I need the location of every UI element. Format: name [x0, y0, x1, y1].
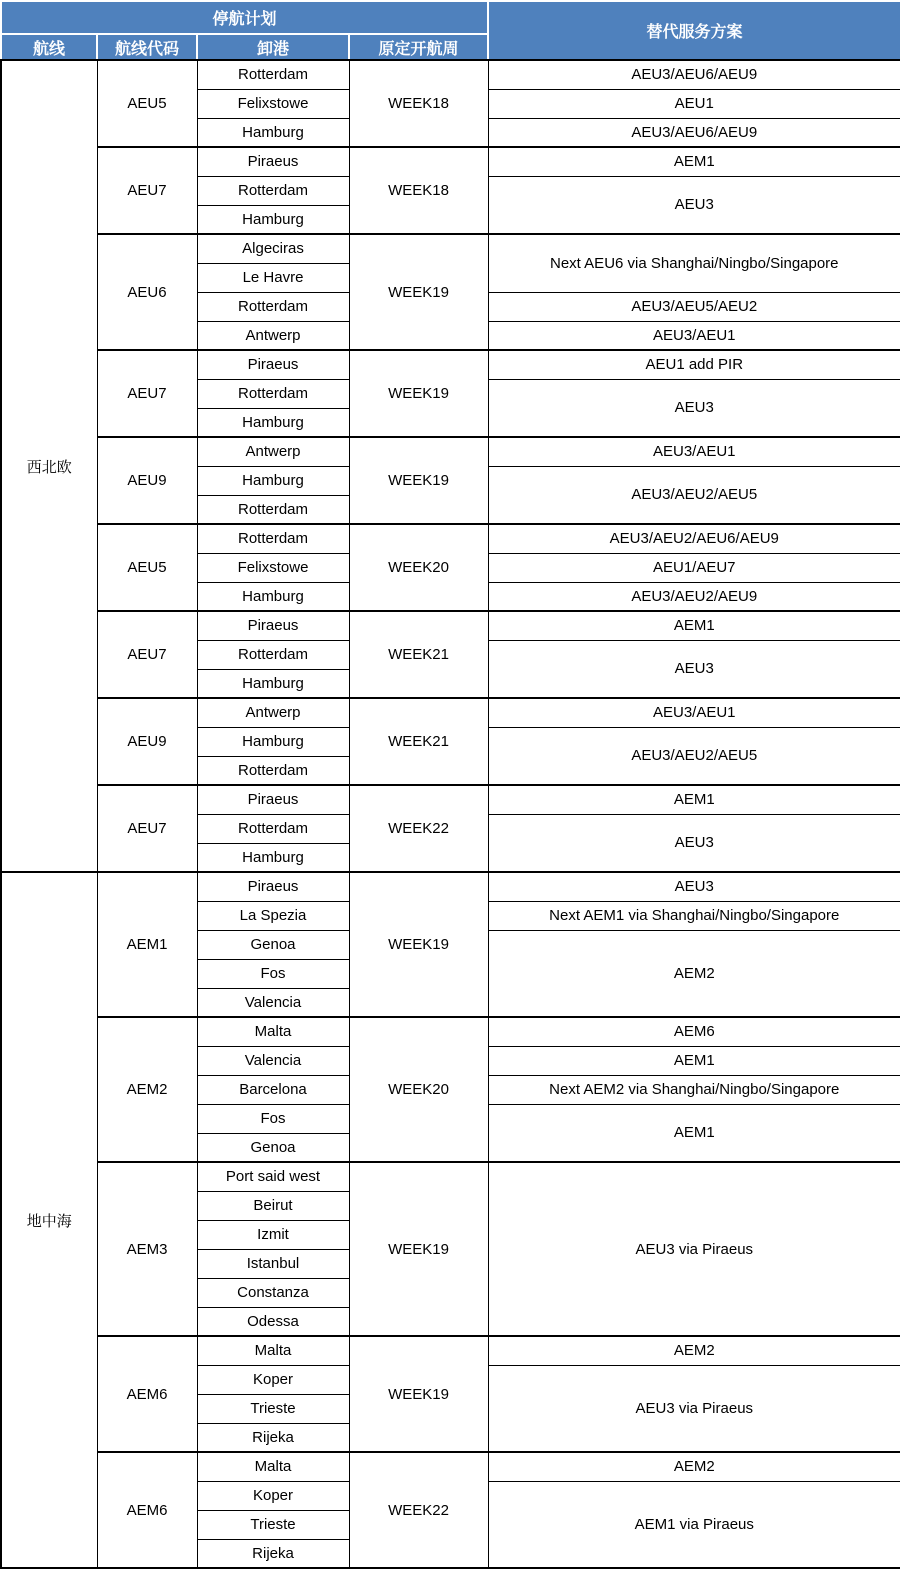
week-cell: WEEK21 — [349, 698, 488, 785]
alt-cell: AEM1 via Piraeus — [488, 1481, 900, 1568]
alt-cell: AEU1 — [488, 89, 900, 118]
code-cell: AEU5 — [97, 60, 197, 147]
week-cell: WEEK19 — [349, 1336, 488, 1452]
port-cell: Piraeus — [197, 785, 349, 814]
alt-cell: AEU3 — [488, 814, 900, 872]
port-cell: Rotterdam — [197, 756, 349, 785]
port-cell: Rijeka — [197, 1423, 349, 1452]
code-cell: AEM3 — [97, 1162, 197, 1336]
alt-cell: Next AEM2 via Shanghai/Ningbo/Singapore — [488, 1075, 900, 1104]
table-row — [1, 147, 900, 176]
table-row — [1, 785, 900, 814]
code-cell: AEM6 — [97, 1336, 197, 1452]
week-cell: WEEK20 — [349, 1017, 488, 1162]
table-row — [1, 1017, 900, 1046]
alt-cell: AEM1 — [488, 785, 900, 814]
table-row — [1, 611, 900, 640]
table-row — [1, 60, 900, 89]
alt-cell: AEU3 — [488, 872, 900, 901]
region-cell: 地中海 — [1, 872, 97, 1568]
code-cell: AEU9 — [97, 698, 197, 785]
week-cell: WEEK19 — [349, 437, 488, 524]
port-cell: Piraeus — [197, 872, 349, 901]
port-cell: Beirut — [197, 1191, 349, 1220]
table-row — [1, 1336, 900, 1365]
alt-cell: AEU3/AEU6/AEU9 — [488, 60, 900, 89]
week-cell: WEEK19 — [349, 1162, 488, 1336]
port-cell: Rijeka — [197, 1539, 349, 1568]
table-row — [1, 1162, 900, 1191]
alt-cell: AEU3 via Piraeus — [488, 1365, 900, 1452]
alt-cell: AEU3/AEU2/AEU5 — [488, 727, 900, 785]
code-cell: AEM6 — [97, 1452, 197, 1568]
port-cell: Valencia — [197, 1046, 349, 1075]
week-cell: WEEK19 — [349, 350, 488, 437]
port-cell: Fos — [197, 959, 349, 988]
port-cell: Fos — [197, 1104, 349, 1133]
alt-cell: Next AEM1 via Shanghai/Ningbo/Singapore — [488, 901, 900, 930]
port-cell: Rotterdam — [197, 379, 349, 408]
alt-cell: AEU3 — [488, 176, 900, 234]
region-cell: 西北欧 — [1, 60, 97, 872]
alt-cell: AEM6 — [488, 1017, 900, 1046]
port-cell: Algeciras — [197, 234, 349, 263]
alt-cell: AEU3/AEU1 — [488, 437, 900, 466]
table-row — [1, 350, 900, 379]
alt-cell: AEM1 — [488, 1104, 900, 1162]
port-cell: Hamburg — [197, 205, 349, 234]
alt-cell: AEM1 — [488, 147, 900, 176]
alt-cell: AEM2 — [488, 930, 900, 1017]
port-cell: Antwerp — [197, 698, 349, 727]
code-cell: AEU7 — [97, 785, 197, 872]
port-cell: Felixstowe — [197, 89, 349, 118]
port-cell: Rotterdam — [197, 176, 349, 205]
week-cell: WEEK19 — [349, 872, 488, 1017]
port-cell: Port said west — [197, 1162, 349, 1191]
code-cell: AEU7 — [97, 350, 197, 437]
header-discharge-port: 卸港 — [197, 34, 349, 60]
week-cell: WEEK21 — [349, 611, 488, 698]
port-cell: Hamburg — [197, 408, 349, 437]
port-cell: Hamburg — [197, 727, 349, 756]
alt-cell: AEM2 — [488, 1452, 900, 1481]
port-cell: Le Havre — [197, 263, 349, 292]
port-cell: Trieste — [197, 1394, 349, 1423]
alt-cell: AEU3 — [488, 379, 900, 437]
port-cell: Izmit — [197, 1220, 349, 1249]
port-cell: Valencia — [197, 988, 349, 1017]
table-row — [1, 698, 900, 727]
port-cell: Trieste — [197, 1510, 349, 1539]
alt-cell: AEU1/AEU7 — [488, 553, 900, 582]
port-cell: Piraeus — [197, 350, 349, 379]
port-cell: Koper — [197, 1481, 349, 1510]
port-cell: La Spezia — [197, 901, 349, 930]
port-cell: Rotterdam — [197, 495, 349, 524]
port-cell: Hamburg — [197, 582, 349, 611]
alt-cell: AEU3 via Piraeus — [488, 1162, 900, 1336]
alt-cell: AEU3/AEU1 — [488, 321, 900, 350]
port-cell: Rotterdam — [197, 524, 349, 553]
table-row — [1, 437, 900, 466]
port-cell: Rotterdam — [197, 814, 349, 843]
port-cell: Piraeus — [197, 611, 349, 640]
code-cell: AEU7 — [97, 147, 197, 234]
table-row — [1, 234, 900, 263]
port-cell: Rotterdam — [197, 60, 349, 89]
port-cell: Rotterdam — [197, 640, 349, 669]
alt-cell: AEU3/AEU2/AEU9 — [488, 582, 900, 611]
port-cell: Istanbul — [197, 1249, 349, 1278]
port-cell: Hamburg — [197, 118, 349, 147]
code-cell: AEU5 — [97, 524, 197, 611]
table-body — [1, 60, 900, 1568]
week-cell: WEEK20 — [349, 524, 488, 611]
port-cell: Rotterdam — [197, 292, 349, 321]
table-header — [1, 1, 900, 60]
port-cell: Malta — [197, 1336, 349, 1365]
week-cell: WEEK18 — [349, 147, 488, 234]
port-cell: Antwerp — [197, 437, 349, 466]
code-cell: AEU9 — [97, 437, 197, 524]
port-cell: Hamburg — [197, 669, 349, 698]
alt-cell: AEM1 — [488, 611, 900, 640]
code-cell: AEM2 — [97, 1017, 197, 1162]
port-cell: Hamburg — [197, 466, 349, 495]
code-cell: AEM1 — [97, 872, 197, 1017]
week-cell: WEEK22 — [349, 785, 488, 872]
week-cell: WEEK19 — [349, 234, 488, 350]
alt-cell: Next AEU6 via Shanghai/Ningbo/Singapore — [488, 234, 900, 292]
port-cell: Genoa — [197, 1133, 349, 1162]
header-route-code: 航线代码 — [97, 34, 197, 60]
port-cell: Barcelona — [197, 1075, 349, 1104]
week-cell: WEEK18 — [349, 60, 488, 147]
port-cell: Genoa — [197, 930, 349, 959]
alt-cell: AEU3/AEU1 — [488, 698, 900, 727]
port-cell: Constanza — [197, 1278, 349, 1307]
port-cell: Piraeus — [197, 147, 349, 176]
header-route: 航线 — [1, 34, 97, 60]
port-cell: Malta — [197, 1017, 349, 1046]
header-suspension-plan: 停航计划 — [1, 1, 488, 34]
alt-cell: AEU1 add PIR — [488, 350, 900, 379]
table-row — [1, 524, 900, 553]
alt-cell: AEM1 — [488, 1046, 900, 1075]
port-cell: Felixstowe — [197, 553, 349, 582]
port-cell: Odessa — [197, 1307, 349, 1336]
table-row — [1, 1452, 900, 1481]
port-cell: Malta — [197, 1452, 349, 1481]
table-row — [1, 872, 900, 901]
alt-cell: AEU3 — [488, 640, 900, 698]
alt-cell: AEU3/AEU6/AEU9 — [488, 118, 900, 147]
port-cell: Koper — [197, 1365, 349, 1394]
week-cell: WEEK22 — [349, 1452, 488, 1568]
code-cell: AEU7 — [97, 611, 197, 698]
alt-cell: AEM2 — [488, 1336, 900, 1365]
header-alternative-plan: 替代服务方案 — [488, 1, 900, 60]
header-original-sailing-week: 原定开航周 — [349, 34, 488, 60]
port-cell: Antwerp — [197, 321, 349, 350]
alt-cell: AEU3/AEU2/AEU6/AEU9 — [488, 524, 900, 553]
code-cell: AEU6 — [97, 234, 197, 350]
alt-cell: AEU3/AEU5/AEU2 — [488, 292, 900, 321]
alt-cell: AEU3/AEU2/AEU5 — [488, 466, 900, 524]
port-cell: Hamburg — [197, 843, 349, 872]
